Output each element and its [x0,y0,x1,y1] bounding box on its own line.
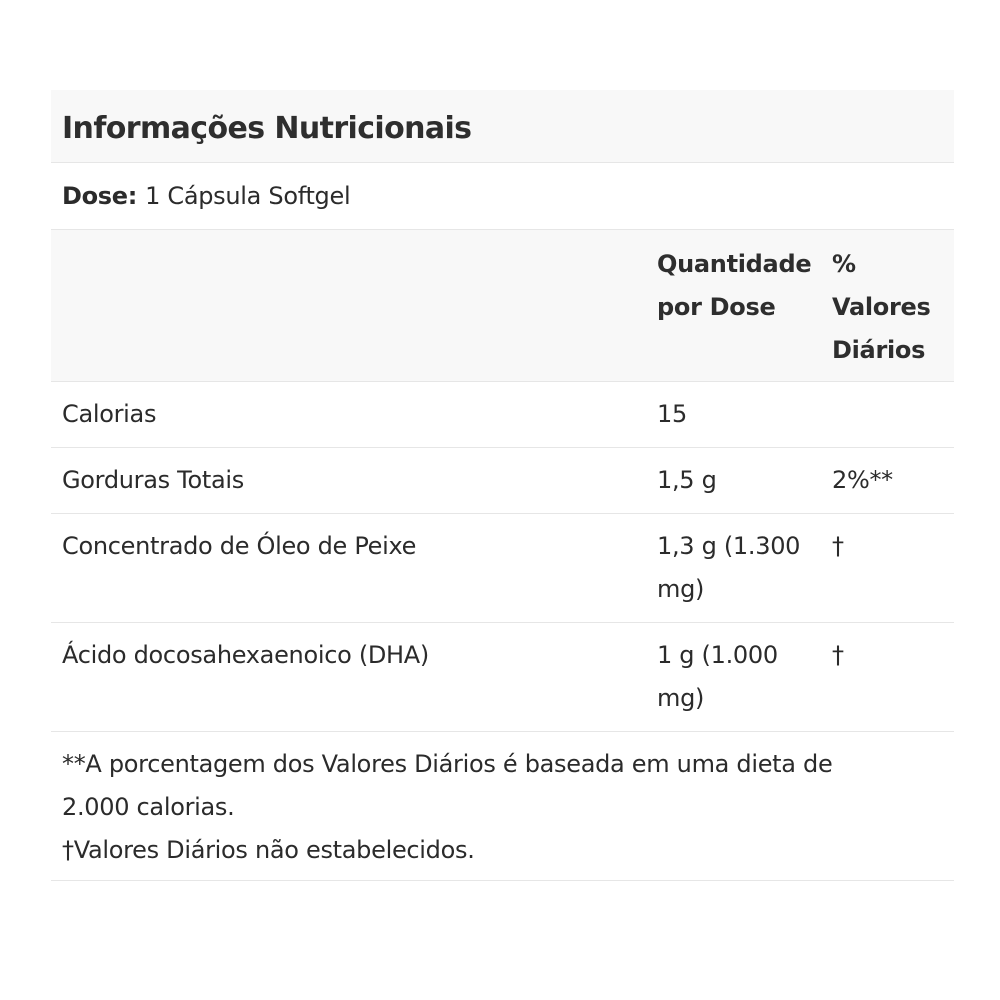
nutrient-daily-value: † [832,532,844,560]
nutrient-name: Gorduras Totais [62,466,244,494]
nutrition-facts-panel [51,90,954,881]
nutrient-name: Concentrado de Óleo de Peixe [62,532,417,560]
header-amount: Quantidade por Dose [657,250,812,321]
dose-label: Dose: [62,182,138,210]
footnote-daily-value-basis: **A porcentagem dos Valores Diários é baseada em uma dieta de 2.000 calorias. [62,750,833,821]
header-daily-value: % Valores Diários [832,250,931,364]
table-row [51,448,954,514]
table-row [51,623,954,732]
header-nutrient [51,243,646,381]
table-row [51,382,954,448]
dose-row [51,163,954,230]
nutrient-amount: 1,5 g [657,466,717,494]
footnote-not-established: †Valores Diários não estabelecidos. [62,836,475,864]
table-row [51,514,954,623]
nutrient-amount: 1,3 g (1.300 mg) [657,532,801,603]
nutrient-daily-value: 2%** [832,466,893,494]
footnotes [51,732,954,881]
dose-value: 1 Cápsula Softgel [145,182,351,210]
nutrient-name: Calorias [62,400,157,428]
nutrient-amount: 1 g (1.000 mg) [657,641,778,712]
panel-title: Informações Nutricionais [62,110,472,146]
nutrient-daily-value: † [832,641,844,669]
nutrient-daily-value [821,393,954,447]
title-row [51,90,954,163]
nutrient-name: Ácido docosahexaenoico (DHA) [62,641,429,669]
nutrient-amount: 15 [657,400,687,428]
table-header-row [51,230,954,382]
